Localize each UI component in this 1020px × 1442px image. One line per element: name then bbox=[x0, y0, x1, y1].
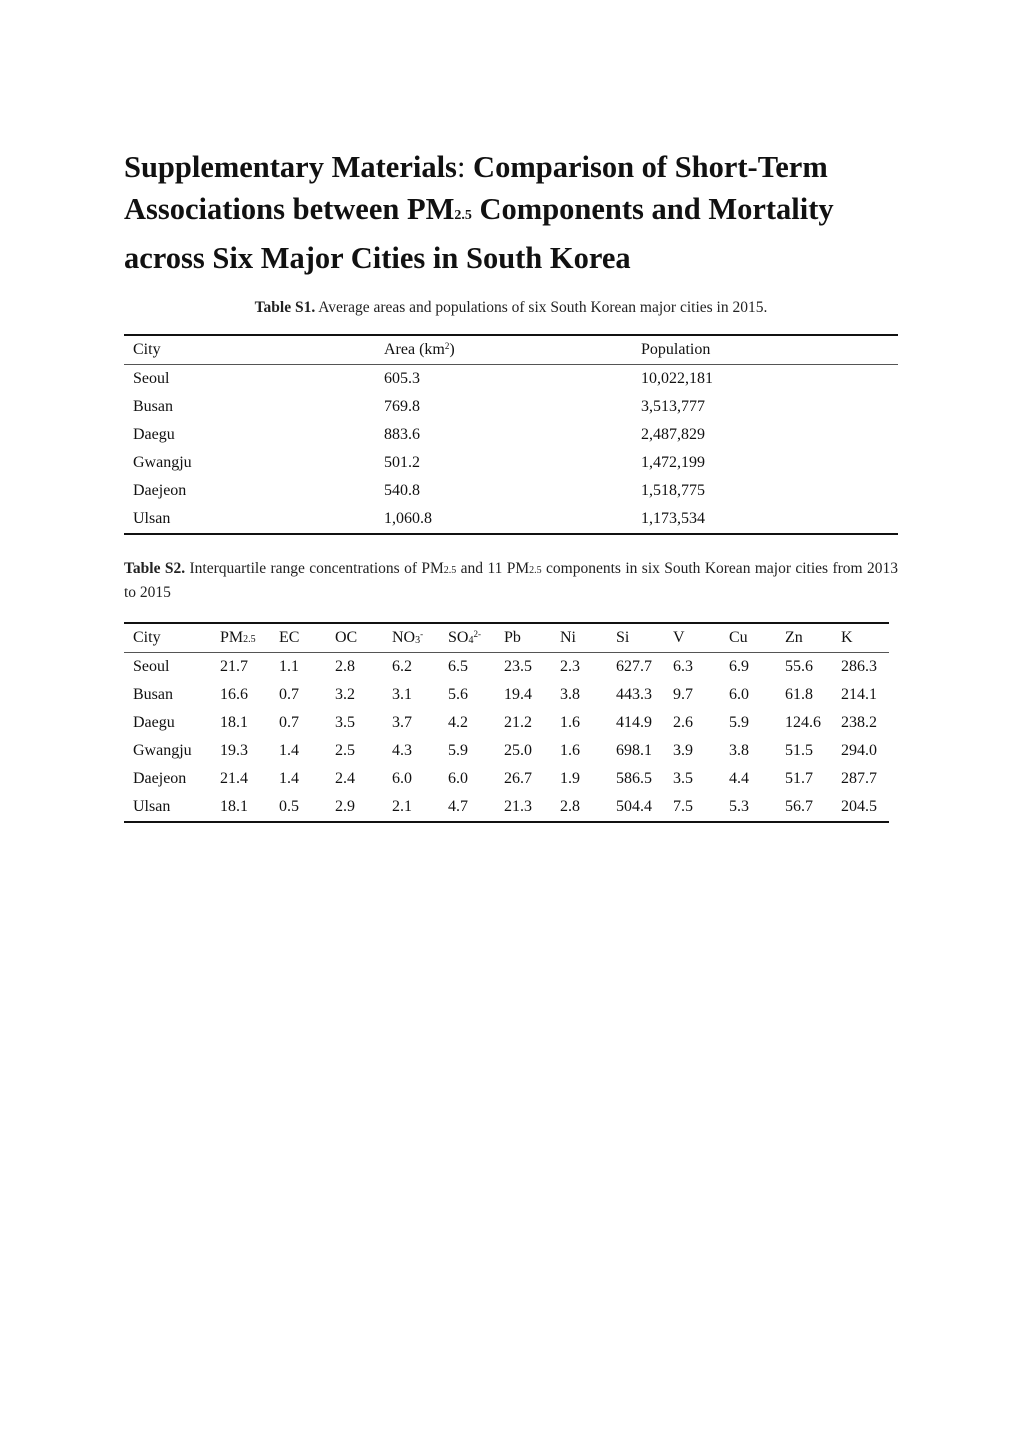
table-s2-cell-pb: 21.2 bbox=[504, 714, 532, 731]
table-s2-cell-pm: 18.1 bbox=[220, 714, 248, 731]
table-s2-cell-no3: 2.1 bbox=[392, 798, 412, 815]
table-s1-cell-population: 3,513,777 bbox=[641, 398, 705, 415]
table-s1-cell-city: Daejeon bbox=[133, 482, 187, 499]
table-s2-cell-ni: 1.6 bbox=[560, 742, 580, 759]
table-s1-cell-city: Ulsan bbox=[133, 510, 171, 527]
table-s2-caption-text-1: Interquartile range concentrations of PM bbox=[185, 560, 444, 577]
pm25-header-subscript: 2.5 bbox=[243, 634, 256, 645]
table-s2-cell-ni: 1.9 bbox=[560, 770, 580, 787]
table-s2 bbox=[124, 622, 889, 823]
table-s2-header-pb: Pb bbox=[495, 623, 551, 653]
table-s2-cell-ec: 0.7 bbox=[279, 714, 299, 731]
table-s2-cell-k: 294.0 bbox=[841, 742, 877, 759]
title-subscript: 2.5 bbox=[454, 208, 472, 223]
table-s2-cell-si: 504.4 bbox=[616, 798, 652, 815]
table-row bbox=[124, 477, 898, 505]
title-colon: : bbox=[456, 150, 466, 184]
table-s1-cell-area: 1,060.8 bbox=[384, 510, 432, 527]
table-row bbox=[124, 393, 898, 421]
table-s1-header-population: Population bbox=[632, 335, 898, 365]
table-s1-cell-city: Gwangju bbox=[133, 454, 192, 471]
table-s2-cell-cu: 5.3 bbox=[729, 798, 749, 815]
table-s2-caption-subscript-2: 2.5 bbox=[529, 565, 542, 576]
title-part-1: Supplementary Materials bbox=[124, 150, 457, 184]
area-header-suffix: ) bbox=[449, 341, 455, 358]
table-s2-cell-ni: 1.6 bbox=[560, 714, 580, 731]
table-s2-cell-pm: 21.7 bbox=[220, 658, 248, 675]
table-s2-cell-pb: 26.7 bbox=[504, 770, 532, 787]
table-s1-cell-area: 501.2 bbox=[384, 454, 420, 471]
table-row bbox=[124, 421, 898, 449]
table-s1-body bbox=[124, 365, 898, 535]
table-s2-cell-so4: 5.6 bbox=[448, 686, 468, 703]
table-s2-header-ec: EC bbox=[270, 623, 326, 653]
table-row bbox=[124, 449, 898, 477]
table-s2-header-si: Si bbox=[607, 623, 664, 653]
table-s2-cell-k: 214.1 bbox=[841, 686, 877, 703]
area-header-superscript: 2 bbox=[444, 341, 450, 351]
table-s2-cell-no3: 6.2 bbox=[392, 658, 412, 675]
no3-header-superscript: - bbox=[420, 629, 424, 639]
table-row bbox=[124, 709, 889, 737]
table-s2-header-v: V bbox=[664, 623, 720, 653]
table-s1-cell-population: 1,173,534 bbox=[641, 510, 705, 527]
document-page bbox=[124, 146, 898, 823]
table-s2-cell-pb: 25.0 bbox=[504, 742, 532, 759]
table-s2-cell-ni: 3.8 bbox=[560, 686, 580, 703]
document-title bbox=[124, 146, 898, 279]
table-s2-cell-ec: 0.5 bbox=[279, 798, 299, 815]
table-s2-cell-pm: 18.1 bbox=[220, 798, 248, 815]
table-s1-cell-city: Seoul bbox=[133, 370, 170, 387]
table-s2-cell-so4: 4.2 bbox=[448, 714, 468, 731]
table-row bbox=[124, 737, 889, 765]
table-s2-cell-zn: 51.7 bbox=[785, 770, 813, 787]
title-part-3: Components and Mortality across Six Major Cities in South Korea bbox=[124, 192, 834, 275]
no3-header-base: NO bbox=[392, 629, 416, 646]
table-s2-header-cu: Cu bbox=[720, 623, 776, 653]
table-s1-header-row bbox=[124, 335, 898, 365]
table-s2-cell-zn: 124.6 bbox=[785, 714, 821, 731]
table-s2-cell-city: Daejeon bbox=[133, 770, 187, 787]
table-row bbox=[124, 653, 889, 682]
table-s2-cell-ni: 2.3 bbox=[560, 658, 580, 675]
table-s2-caption-subscript-1: 2.5 bbox=[443, 565, 457, 576]
table-row bbox=[124, 681, 889, 709]
table-s1-header-area bbox=[375, 335, 632, 365]
table-s1-cell-population: 10,022,181 bbox=[641, 370, 713, 387]
table-s1-cell-population: 2,487,829 bbox=[641, 426, 705, 443]
table-s1-caption bbox=[124, 297, 898, 319]
area-header-prefix: Area (km bbox=[384, 341, 445, 358]
table-s1-caption-label: Table S1. bbox=[254, 299, 316, 316]
table-s2-cell-ec: 1.1 bbox=[279, 658, 299, 675]
table-s2-cell-pb: 19.4 bbox=[504, 686, 532, 703]
table-s2-cell-city: Daegu bbox=[133, 714, 175, 731]
table-s1-cell-area: 540.8 bbox=[384, 482, 420, 499]
table-s2-header-row bbox=[124, 623, 889, 653]
so4-header-superscript: 2- bbox=[473, 629, 481, 639]
table-s2-cell-ni: 2.8 bbox=[560, 798, 580, 815]
table-s2-cell-no3: 6.0 bbox=[392, 770, 412, 787]
table-s2-cell-oc: 2.5 bbox=[335, 742, 355, 759]
table-s2-cell-cu: 3.8 bbox=[729, 742, 749, 759]
table-s2-cell-k: 287.7 bbox=[841, 770, 877, 787]
table-s2-header-oc: OC bbox=[326, 623, 383, 653]
table-s2-cell-pm: 21.4 bbox=[220, 770, 248, 787]
table-s2-cell-si: 586.5 bbox=[616, 770, 652, 787]
table-s1-header-city: City bbox=[124, 335, 375, 365]
table-s2-cell-so4: 6.0 bbox=[448, 770, 468, 787]
table-s2-cell-v: 9.7 bbox=[673, 686, 693, 703]
table-s2-cell-ec: 1.4 bbox=[279, 770, 299, 787]
table-s2-cell-zn: 51.5 bbox=[785, 742, 813, 759]
table-s2-header-pm25 bbox=[211, 623, 270, 653]
table-s2-cell-pm: 19.3 bbox=[220, 742, 248, 759]
table-s2-caption-text-3: components in six South Korean major cities from 2013 to 2015 bbox=[124, 560, 898, 601]
table-s2-cell-no3: 3.1 bbox=[392, 686, 412, 703]
table-s2-cell-v: 7.5 bbox=[673, 798, 693, 815]
table-s2-cell-city: Seoul bbox=[133, 658, 170, 675]
table-s2-body bbox=[124, 653, 889, 823]
table-s2-caption-text-2: and 11 PM bbox=[456, 560, 530, 577]
table-row bbox=[124, 505, 898, 534]
no3-header-subscript: 3 bbox=[415, 635, 421, 646]
so4-header-subscript: 4 bbox=[468, 635, 474, 646]
table-row bbox=[124, 793, 889, 822]
so4-header-base: SO bbox=[448, 629, 469, 646]
table-s2-cell-k: 204.5 bbox=[841, 798, 877, 815]
table-s2-cell-oc: 3.2 bbox=[335, 686, 355, 703]
table-s2-cell-si: 627.7 bbox=[616, 658, 652, 675]
table-s2-cell-ec: 1.4 bbox=[279, 742, 299, 759]
table-s2-cell-zn: 61.8 bbox=[785, 686, 813, 703]
table-s2-caption-label: Table S2. bbox=[124, 560, 186, 577]
table-s2-cell-si: 698.1 bbox=[616, 742, 652, 759]
table-s1-cell-population: 1,518,775 bbox=[641, 482, 705, 499]
table-s2-header-no3 bbox=[383, 623, 439, 653]
table-s2-cell-si: 443.3 bbox=[616, 686, 652, 703]
table-s2-header-so4 bbox=[439, 623, 495, 653]
table-row bbox=[124, 765, 889, 793]
table-s2-cell-oc: 3.5 bbox=[335, 714, 355, 731]
table-s2-cell-city: Ulsan bbox=[133, 798, 171, 815]
table-s2-cell-v: 2.6 bbox=[673, 714, 693, 731]
table-s2-cell-oc: 2.4 bbox=[335, 770, 355, 787]
table-s2-cell-no3: 4.3 bbox=[392, 742, 412, 759]
table-s2-cell-no3: 3.7 bbox=[392, 714, 412, 731]
table-s2-cell-so4: 4.7 bbox=[448, 798, 468, 815]
table-s2-cell-v: 3.9 bbox=[673, 742, 693, 759]
table-s1-cell-area: 605.3 bbox=[384, 370, 420, 387]
table-s2-cell-cu: 6.0 bbox=[729, 686, 749, 703]
table-s2-cell-zn: 56.7 bbox=[785, 798, 813, 815]
table-s1-cell-city: Daegu bbox=[133, 426, 175, 443]
table-s2-cell-zn: 55.6 bbox=[785, 658, 813, 675]
table-s2-cell-ec: 0.7 bbox=[279, 686, 299, 703]
table-s1-caption-text: Average areas and populations of six South Korean major cities in 2015. bbox=[315, 299, 768, 316]
title-part-2: Comparison of Short-Term Associations between PM bbox=[124, 150, 828, 226]
table-s2-cell-oc: 2.9 bbox=[335, 798, 355, 815]
table-s2-cell-k: 238.2 bbox=[841, 714, 877, 731]
table-s2-cell-so4: 5.9 bbox=[448, 742, 468, 759]
table-s2-header-city: City bbox=[124, 623, 211, 653]
table-s2-cell-cu: 4.4 bbox=[729, 770, 749, 787]
table-s2-cell-cu: 5.9 bbox=[729, 714, 749, 731]
table-s2-caption bbox=[124, 558, 898, 604]
table-s2-cell-pb: 21.3 bbox=[504, 798, 532, 815]
table-s2-cell-pb: 23.5 bbox=[504, 658, 532, 675]
table-row bbox=[124, 365, 898, 394]
table-s2-cell-pm: 16.6 bbox=[220, 686, 248, 703]
table-s2-cell-so4: 6.5 bbox=[448, 658, 468, 675]
pm25-header-base: PM bbox=[220, 629, 244, 646]
table-s1-cell-city: Busan bbox=[133, 398, 173, 415]
table-s2-cell-cu: 6.9 bbox=[729, 658, 749, 675]
table-s2-cell-v: 6.3 bbox=[673, 658, 693, 675]
table-s2-cell-city: Gwangju bbox=[133, 742, 192, 759]
table-s2-header-k: K bbox=[832, 623, 889, 653]
table-s1-cell-area: 883.6 bbox=[384, 426, 420, 443]
table-s1 bbox=[124, 334, 898, 535]
table-s2-header-ni: Ni bbox=[551, 623, 607, 653]
table-s1-cell-area: 769.8 bbox=[384, 398, 420, 415]
table-s1-cell-population: 1,472,199 bbox=[641, 454, 705, 471]
table-s2-cell-oc: 2.8 bbox=[335, 658, 355, 675]
table-s2-cell-v: 3.5 bbox=[673, 770, 693, 787]
table-s2-header-zn: Zn bbox=[776, 623, 832, 653]
table-s2-cell-si: 414.9 bbox=[616, 714, 652, 731]
table-s2-cell-city: Busan bbox=[133, 686, 173, 703]
table-s2-cell-k: 286.3 bbox=[841, 658, 877, 675]
